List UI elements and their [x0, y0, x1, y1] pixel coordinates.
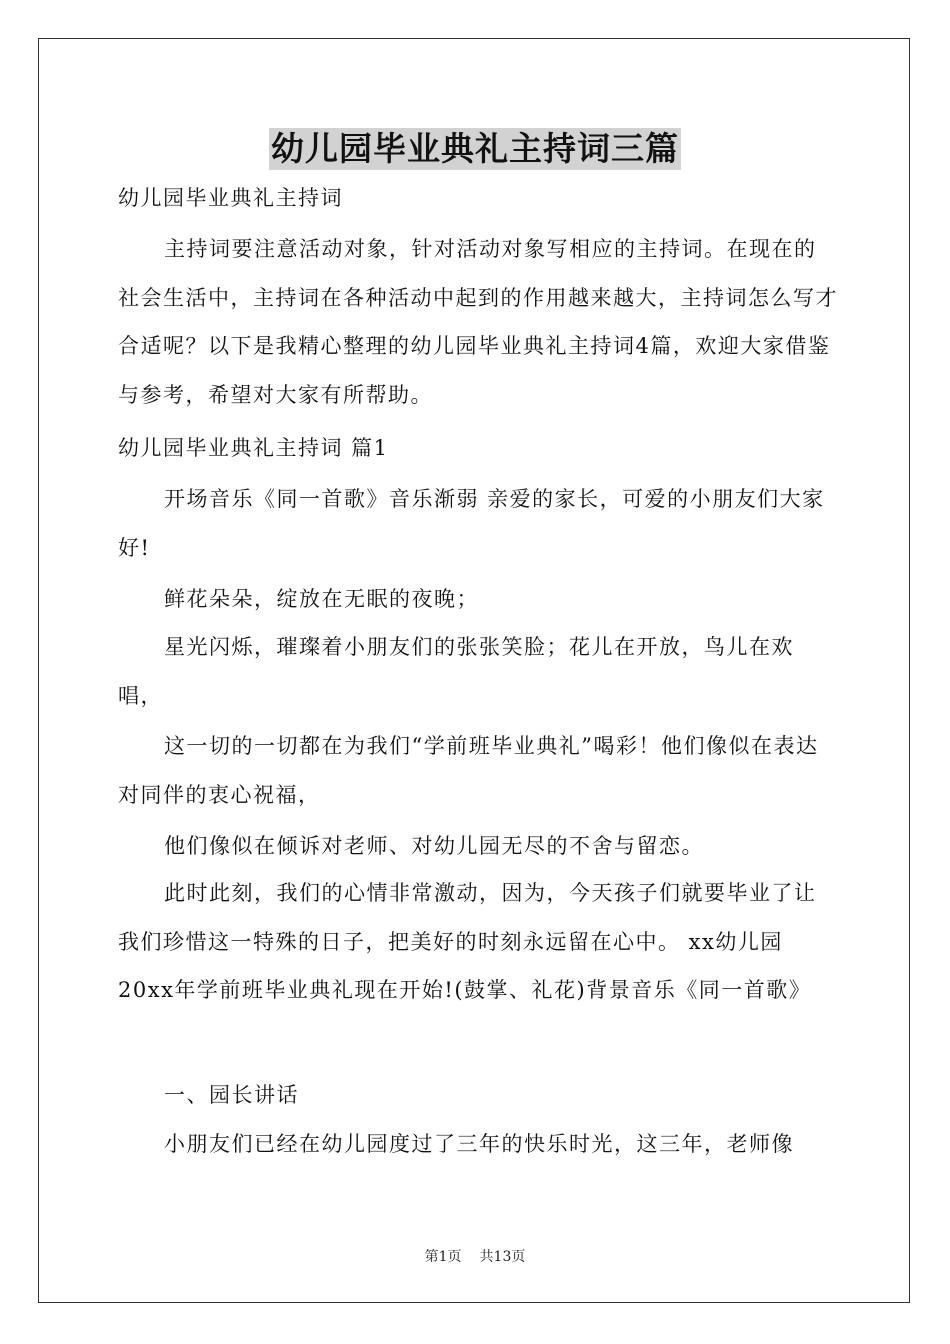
paragraph-stars: 星光闪烁，璀璨着小朋友们的张张笑脸；花儿在开放，鸟儿在欢唱，: [118, 635, 794, 708]
page-number: 第1页: [424, 1249, 462, 1265]
paragraph-moment: 此时此刻，我们的心情非常激动，因为，今天孩子们就要毕业了让我们珍惜这一特殊的日子，把美好的时刻永远留在心中。 xx幼儿园20xx年学前班毕业典礼现在开始!(鼓掌、礼花)背景音乐《同一首歌》: [118, 881, 817, 1002]
paragraph-flowers: 鲜花朵朵，绽放在无眠的夜晚；: [164, 587, 479, 611]
section-heading: 幼儿园毕业典礼主持词 篇1: [118, 436, 389, 460]
title-area: [0, 128, 950, 170]
paragraph-three-years: 小朋友们已经在幼儿园度过了三年的快乐时光，这三年，老师像: [164, 1132, 794, 1156]
paragraph-opening: 开场音乐《同一首歌》音乐渐弱 亲爱的家长，可爱的小朋友们大家好!: [118, 487, 825, 560]
paragraph-cheer: 这一切的一切都在为我们“学前班毕业典礼”喝彩！他们像似在表达对同伴的衷心祝福，: [118, 734, 819, 807]
document-subtitle: 幼儿园毕业典礼主持词: [118, 186, 343, 210]
intro-paragraph: 主持词要注意活动对象，针对活动对象写相应的主持词。在现在的社会生活中，主持词在各种活动中起到的作用越来越大，主持词怎么写才合适呢？以下是我精心整理的幼儿园毕业典礼主持词4篇，欢迎大家借鉴与参考，希望对大家有所帮助。: [118, 237, 838, 407]
page-footer: [0, 1248, 950, 1266]
document-title: 幼儿园毕业典礼主持词三篇: [271, 129, 679, 168]
page-total: 共13页: [479, 1249, 526, 1265]
paragraph-principal-speech: 一、园长讲话: [164, 1083, 299, 1107]
paragraph-farewell: 他们像似在倾诉对老师、对幼儿园无尽的不舍与留恋。: [164, 834, 704, 858]
